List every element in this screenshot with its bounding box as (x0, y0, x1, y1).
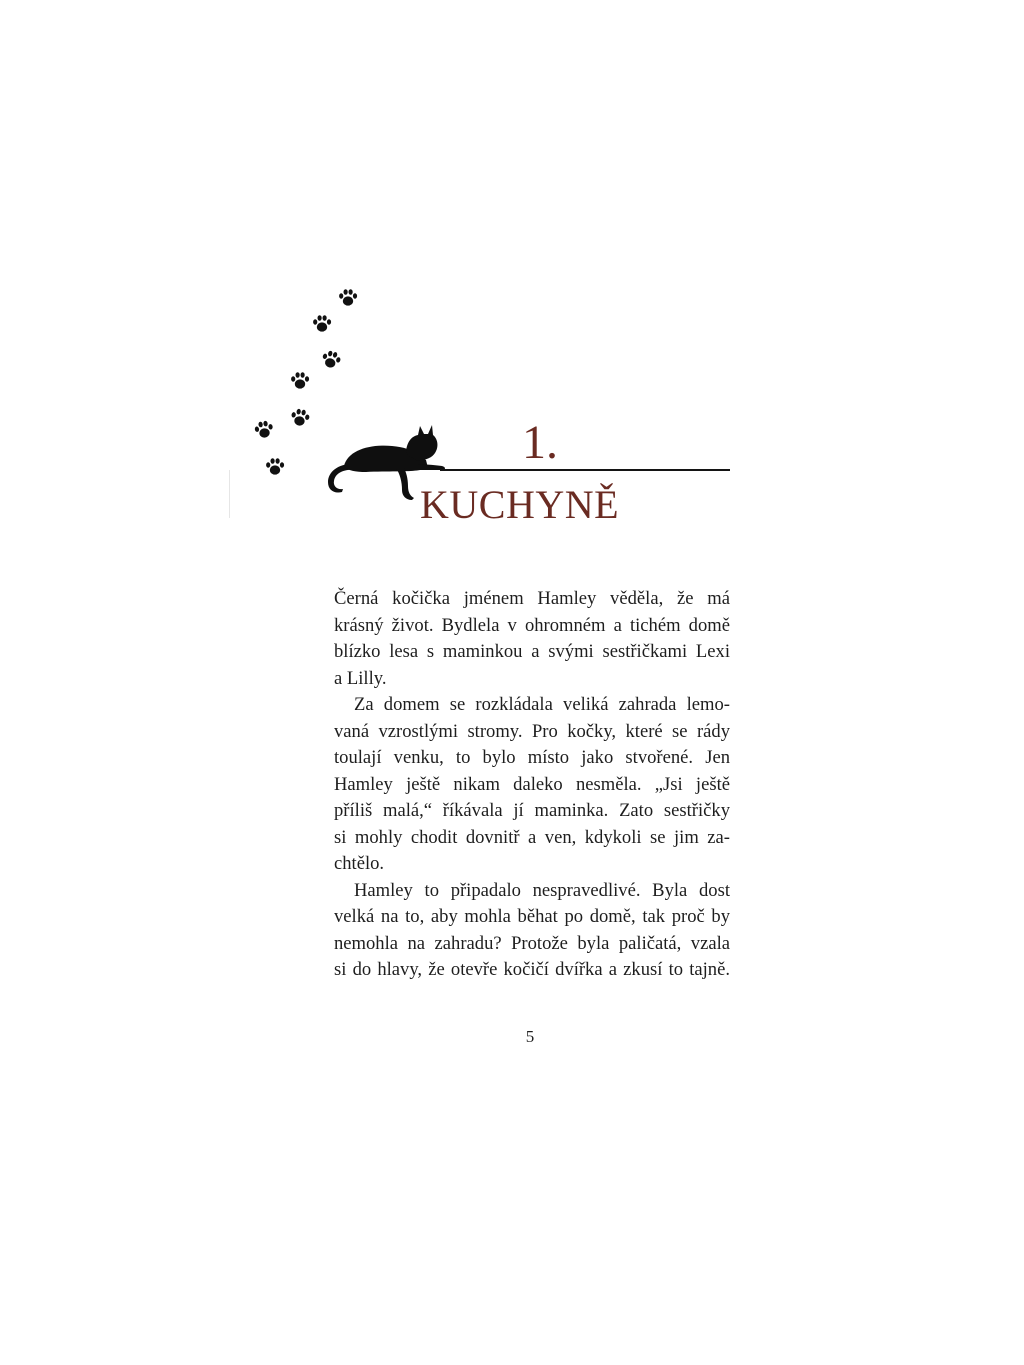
paragraph (334, 878, 730, 984)
text-line: Černá kočička jménem Hamley věděla, že má (334, 588, 730, 609)
chapter-title: KUCHYNĚ (420, 482, 620, 527)
paw-print-icon (289, 407, 311, 429)
text-line: toulají venku, to bylo místo jako stvořené. Jen (334, 747, 730, 768)
text-line: a Lilly. (334, 667, 387, 689)
text-line: velká na to, aby mohla běhat po domě, tak proč by (334, 906, 730, 927)
paw-print-icon (337, 287, 359, 309)
margin-mark (229, 470, 230, 518)
text-line: blízko lesa s maminkou a svými sestřičkami Lexi (334, 641, 730, 662)
paw-print-icon (311, 313, 333, 335)
text-line: Za domem se rozkládala veliká zahrada lemo- (354, 694, 730, 715)
text-line: Hamley to připadalo nespravedlivé. Byla dost (354, 879, 730, 901)
paw-print-icon (289, 370, 311, 392)
text-line: si mohly chodit dovnitř a ven, kdykoli se jim za- (334, 826, 730, 848)
text-line: krásný život. Bydlela v ohromném a tichém domě (334, 614, 730, 636)
text-line: nemohla na zahradu? Protože byla paličatá, vzala (334, 932, 730, 954)
paw-print-icon (264, 456, 286, 478)
paragraph (334, 586, 730, 692)
text-line: vaná vzrostlými stromy. Pro kočky, které se rády (334, 720, 730, 742)
page-number: 5 (525, 1027, 535, 1046)
chapter-body (334, 586, 730, 984)
text-line: si do hlavy, že otevře kočičí dvířka a zkusí to tajně. (334, 959, 730, 980)
paw-print-icon (320, 349, 342, 371)
paw-print-icon (253, 419, 275, 441)
text-line: Hamley ještě nikam daleko nesměla. „Jsi ještě (334, 773, 730, 795)
chapter-rule (440, 469, 730, 471)
chapter-number: 1. (522, 416, 558, 469)
text-line: příliš malá,“ říkávala jí maminka. Zato sestřičky (334, 800, 730, 821)
text-line: chtělo. (334, 853, 385, 874)
paragraph (334, 692, 730, 878)
